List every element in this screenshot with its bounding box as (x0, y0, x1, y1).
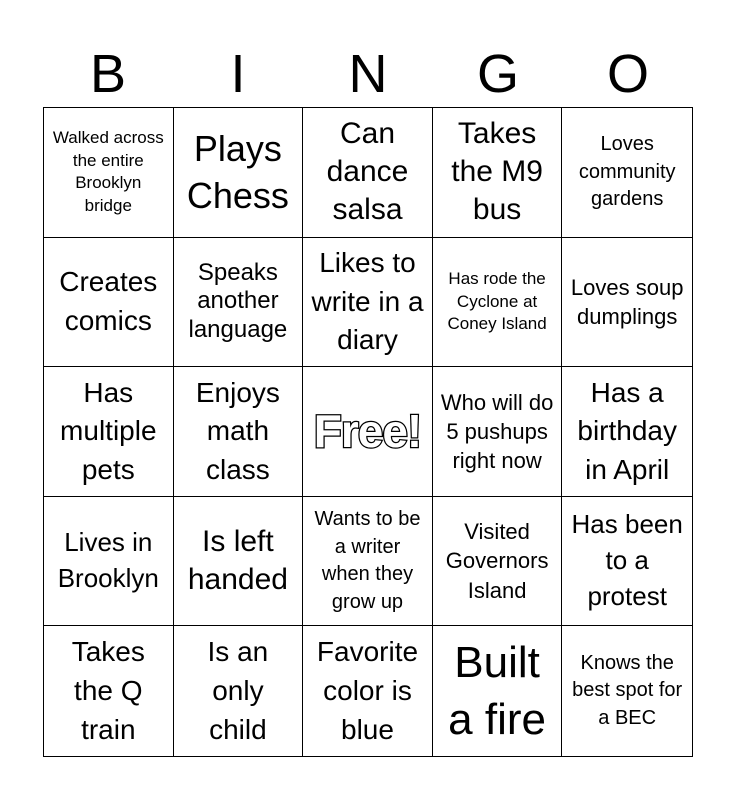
header-letter-o: O (606, 44, 649, 104)
header-letter-g: G (476, 44, 519, 104)
bingo-cell-3-5[interactable] (562, 367, 692, 497)
bingo-cell-5-2[interactable] (174, 626, 304, 756)
cell-text: Favorite color is blue (316, 636, 419, 745)
bingo-cell-4-1[interactable] (44, 497, 174, 627)
bingo-cell-1-1[interactable] (44, 108, 174, 238)
header-letter-n: N (348, 44, 388, 104)
bingo-cell-1-4[interactable] (433, 108, 563, 238)
cell-text: Lives in Brooklyn (57, 527, 159, 594)
header-letter-b: B (89, 44, 127, 104)
bingo-cell-1-5[interactable] (562, 108, 692, 238)
bingo-board (43, 107, 693, 757)
cell-text: Loves soup dumplings (570, 274, 684, 329)
cell-text: Has multiple pets (60, 376, 157, 485)
cell-text: Takes the Q train (71, 636, 145, 745)
bingo-cell-2-5[interactable] (562, 238, 692, 368)
bingo-cell-2-2[interactable] (174, 238, 304, 368)
bingo-cell-3-1[interactable] (44, 367, 174, 497)
bingo-cell-4-5[interactable] (562, 497, 692, 627)
bingo-cell-4-2[interactable] (174, 497, 304, 627)
bingo-cell-3-3-free[interactable] (303, 367, 433, 497)
bingo-header (43, 40, 693, 108)
free-space-text: Free! (313, 405, 422, 458)
cell-text: Takes the M9 bus (451, 116, 543, 227)
bingo-cell-5-5[interactable] (562, 626, 692, 756)
cell-text: Has been to a protest (571, 509, 683, 612)
bingo-cell-1-2[interactable] (174, 108, 304, 238)
header-letter-i: I (230, 44, 246, 104)
bingo-cell-3-4[interactable] (433, 367, 563, 497)
cell-text: Visited Governors Island (445, 519, 549, 603)
cell-text: Has a birthday in April (577, 376, 677, 485)
cell-text: Is left handed (187, 524, 288, 597)
cell-text: Enjoys math class (195, 376, 280, 485)
bingo-cell-4-4[interactable] (433, 497, 563, 627)
cell-text: Wants to be a writer when they grow up (314, 507, 421, 613)
cell-text: Can dance salsa (326, 116, 409, 227)
cell-text: Loves community gardens (578, 132, 676, 211)
bingo-cell-1-3[interactable] (303, 108, 433, 238)
bingo-cell-3-2[interactable] (174, 367, 304, 497)
cell-text: Who will do 5 pushups right now (440, 389, 554, 474)
cell-text: Walked across the entire Brooklyn bridge (52, 128, 164, 215)
bingo-cell-2-1[interactable] (44, 238, 174, 368)
cell-text: Creates comics (59, 266, 158, 336)
cell-text: Speaks another language (188, 258, 288, 344)
bingo-cell-5-1[interactable] (44, 626, 174, 756)
cell-text: Knows the best spot for a BEC (572, 651, 683, 729)
bingo-cell-4-3[interactable] (303, 497, 433, 627)
bingo-cell-2-3[interactable] (303, 238, 433, 368)
cell-text: Is an only child (207, 636, 269, 745)
cell-text: Built a fire (448, 638, 546, 745)
cell-text: Has rode the Cyclone at Coney Island (447, 269, 547, 334)
cell-text: Plays Chess (186, 127, 289, 217)
bingo-cell-2-4[interactable] (433, 238, 563, 368)
bingo-cell-5-4[interactable] (433, 626, 563, 756)
cell-text: Likes to write in a diary (311, 246, 424, 356)
bingo-cell-5-3[interactable] (303, 626, 433, 756)
